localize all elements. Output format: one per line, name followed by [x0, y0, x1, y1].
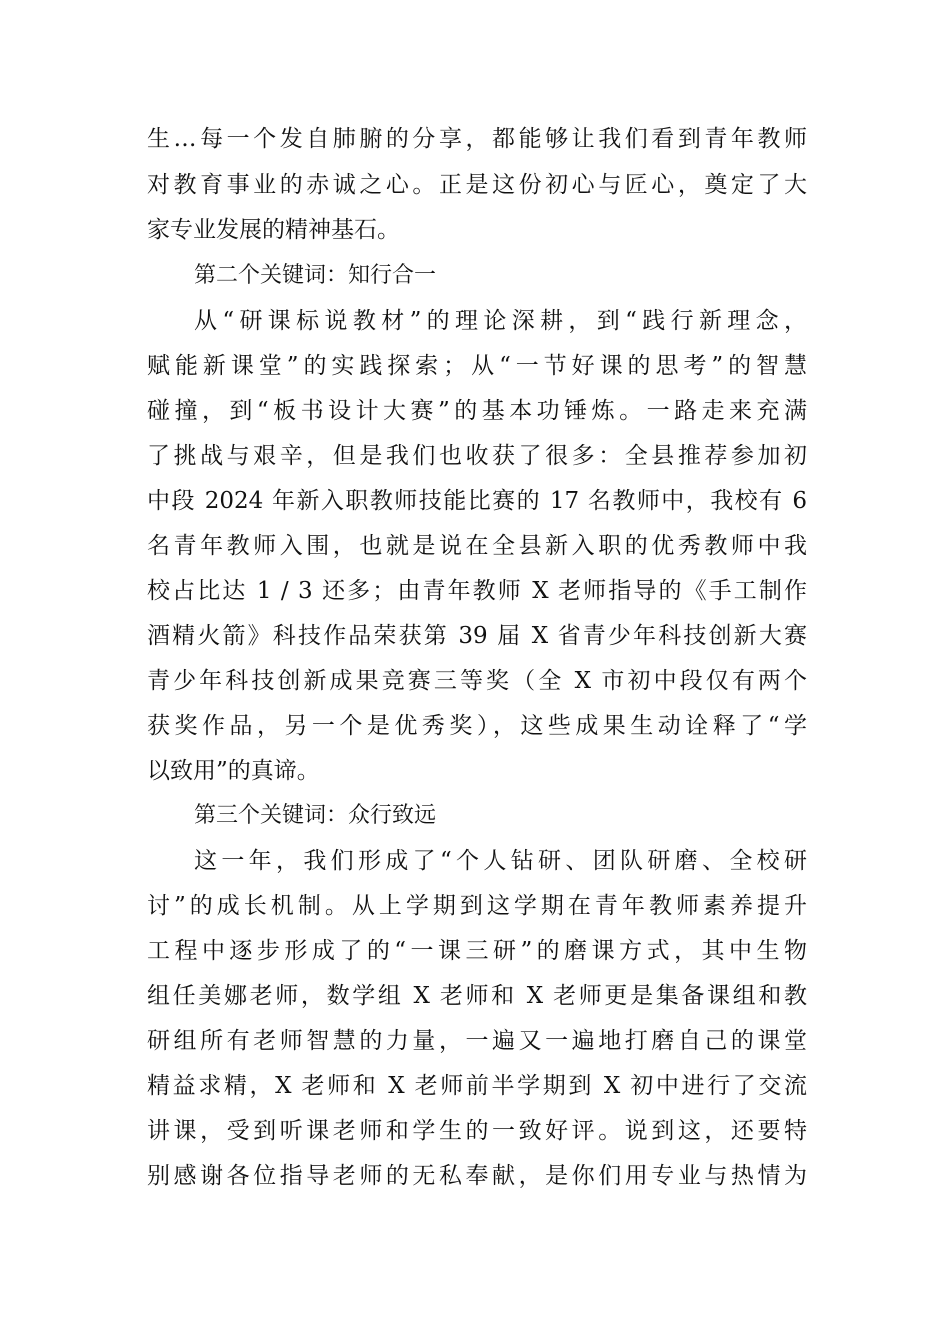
- section-3-line-1: 这一年，我们形成了“个人钻研、团队研磨、全校研: [194, 848, 807, 874]
- section-2-line-6: 名青年教师入围，也就是说在全县新入职的优秀教师中我: [147, 533, 807, 559]
- section-2-heading: 第二个关键词：知行合一: [194, 263, 437, 288]
- intro-line-3: 家专业发展的精神基石。: [147, 217, 400, 243]
- section-3-line-3: 工程中逐步形成了的“一课三研”的磨课方式，其中生物: [147, 938, 807, 964]
- section-2-line-11: 以致用”的真谛。: [147, 758, 320, 784]
- section-2-line-4: 了挑战与艰辛，但是我们也收获了很多：全县推荐参加初: [147, 443, 807, 469]
- section-2-line-5: 中段 2024 年新入职教师技能比赛的 17 名教师中，我校有 6: [147, 488, 807, 514]
- section-2-line-1: 从“研课标说教材”的理论深耕，到“践行新理念，: [194, 308, 807, 334]
- intro-line-1: 生…每一个发自肺腑的分享，都能够让我们看到青年教师: [147, 126, 807, 152]
- section-2-line-10: 获奖作品，另一个是优秀奖），这些成果生动诠释了“学: [147, 713, 807, 739]
- section-3-line-8: 别感谢各位指导老师的无私奉献，是你们用专业与热情为: [147, 1163, 807, 1189]
- section-2-line-3: 碰撞，到“板书设计大赛”的基本功锤炼。一路走来充满: [147, 398, 807, 424]
- section-3-line-5: 研组所有老师智慧的力量，一遍又一遍地打磨自己的课堂: [147, 1028, 807, 1054]
- section-2-line-2: 赋能新课堂”的实践探索；从“一节好课的思考”的智慧: [147, 353, 807, 379]
- section-2-line-7: 校占比达 1 / 3 还多；由青年教师 X 老师指导的《手工制作: [147, 578, 807, 604]
- section-2-line-8: 酒精火箭》科技作品荣获第 39 届 X 省青少年科技创新大赛: [147, 623, 807, 649]
- section-2-line-9: 青少年科技创新成果竞赛三等奖（全 X 市初中段仅有两个: [147, 668, 807, 694]
- section-3-line-2: 讨”的成长机制。从上学期到这学期在青年教师素养提升: [147, 893, 807, 919]
- section-3-line-6: 精益求精，X 老师和 X 老师前半学期到 X 初中进行了交流: [147, 1073, 807, 1099]
- section-3-line-4: 组任美娜老师，数学组 X 老师和 X 老师更是集备课组和教: [147, 983, 807, 1009]
- section-3-heading: 第三个关键词：众行致远: [194, 803, 437, 828]
- section-3-line-7: 讲课，受到听课老师和学生的一致好评。说到这，还要特: [147, 1118, 807, 1144]
- intro-line-2: 对教育事业的赤诚之心。正是这份初心与匠心，奠定了大: [147, 172, 807, 198]
